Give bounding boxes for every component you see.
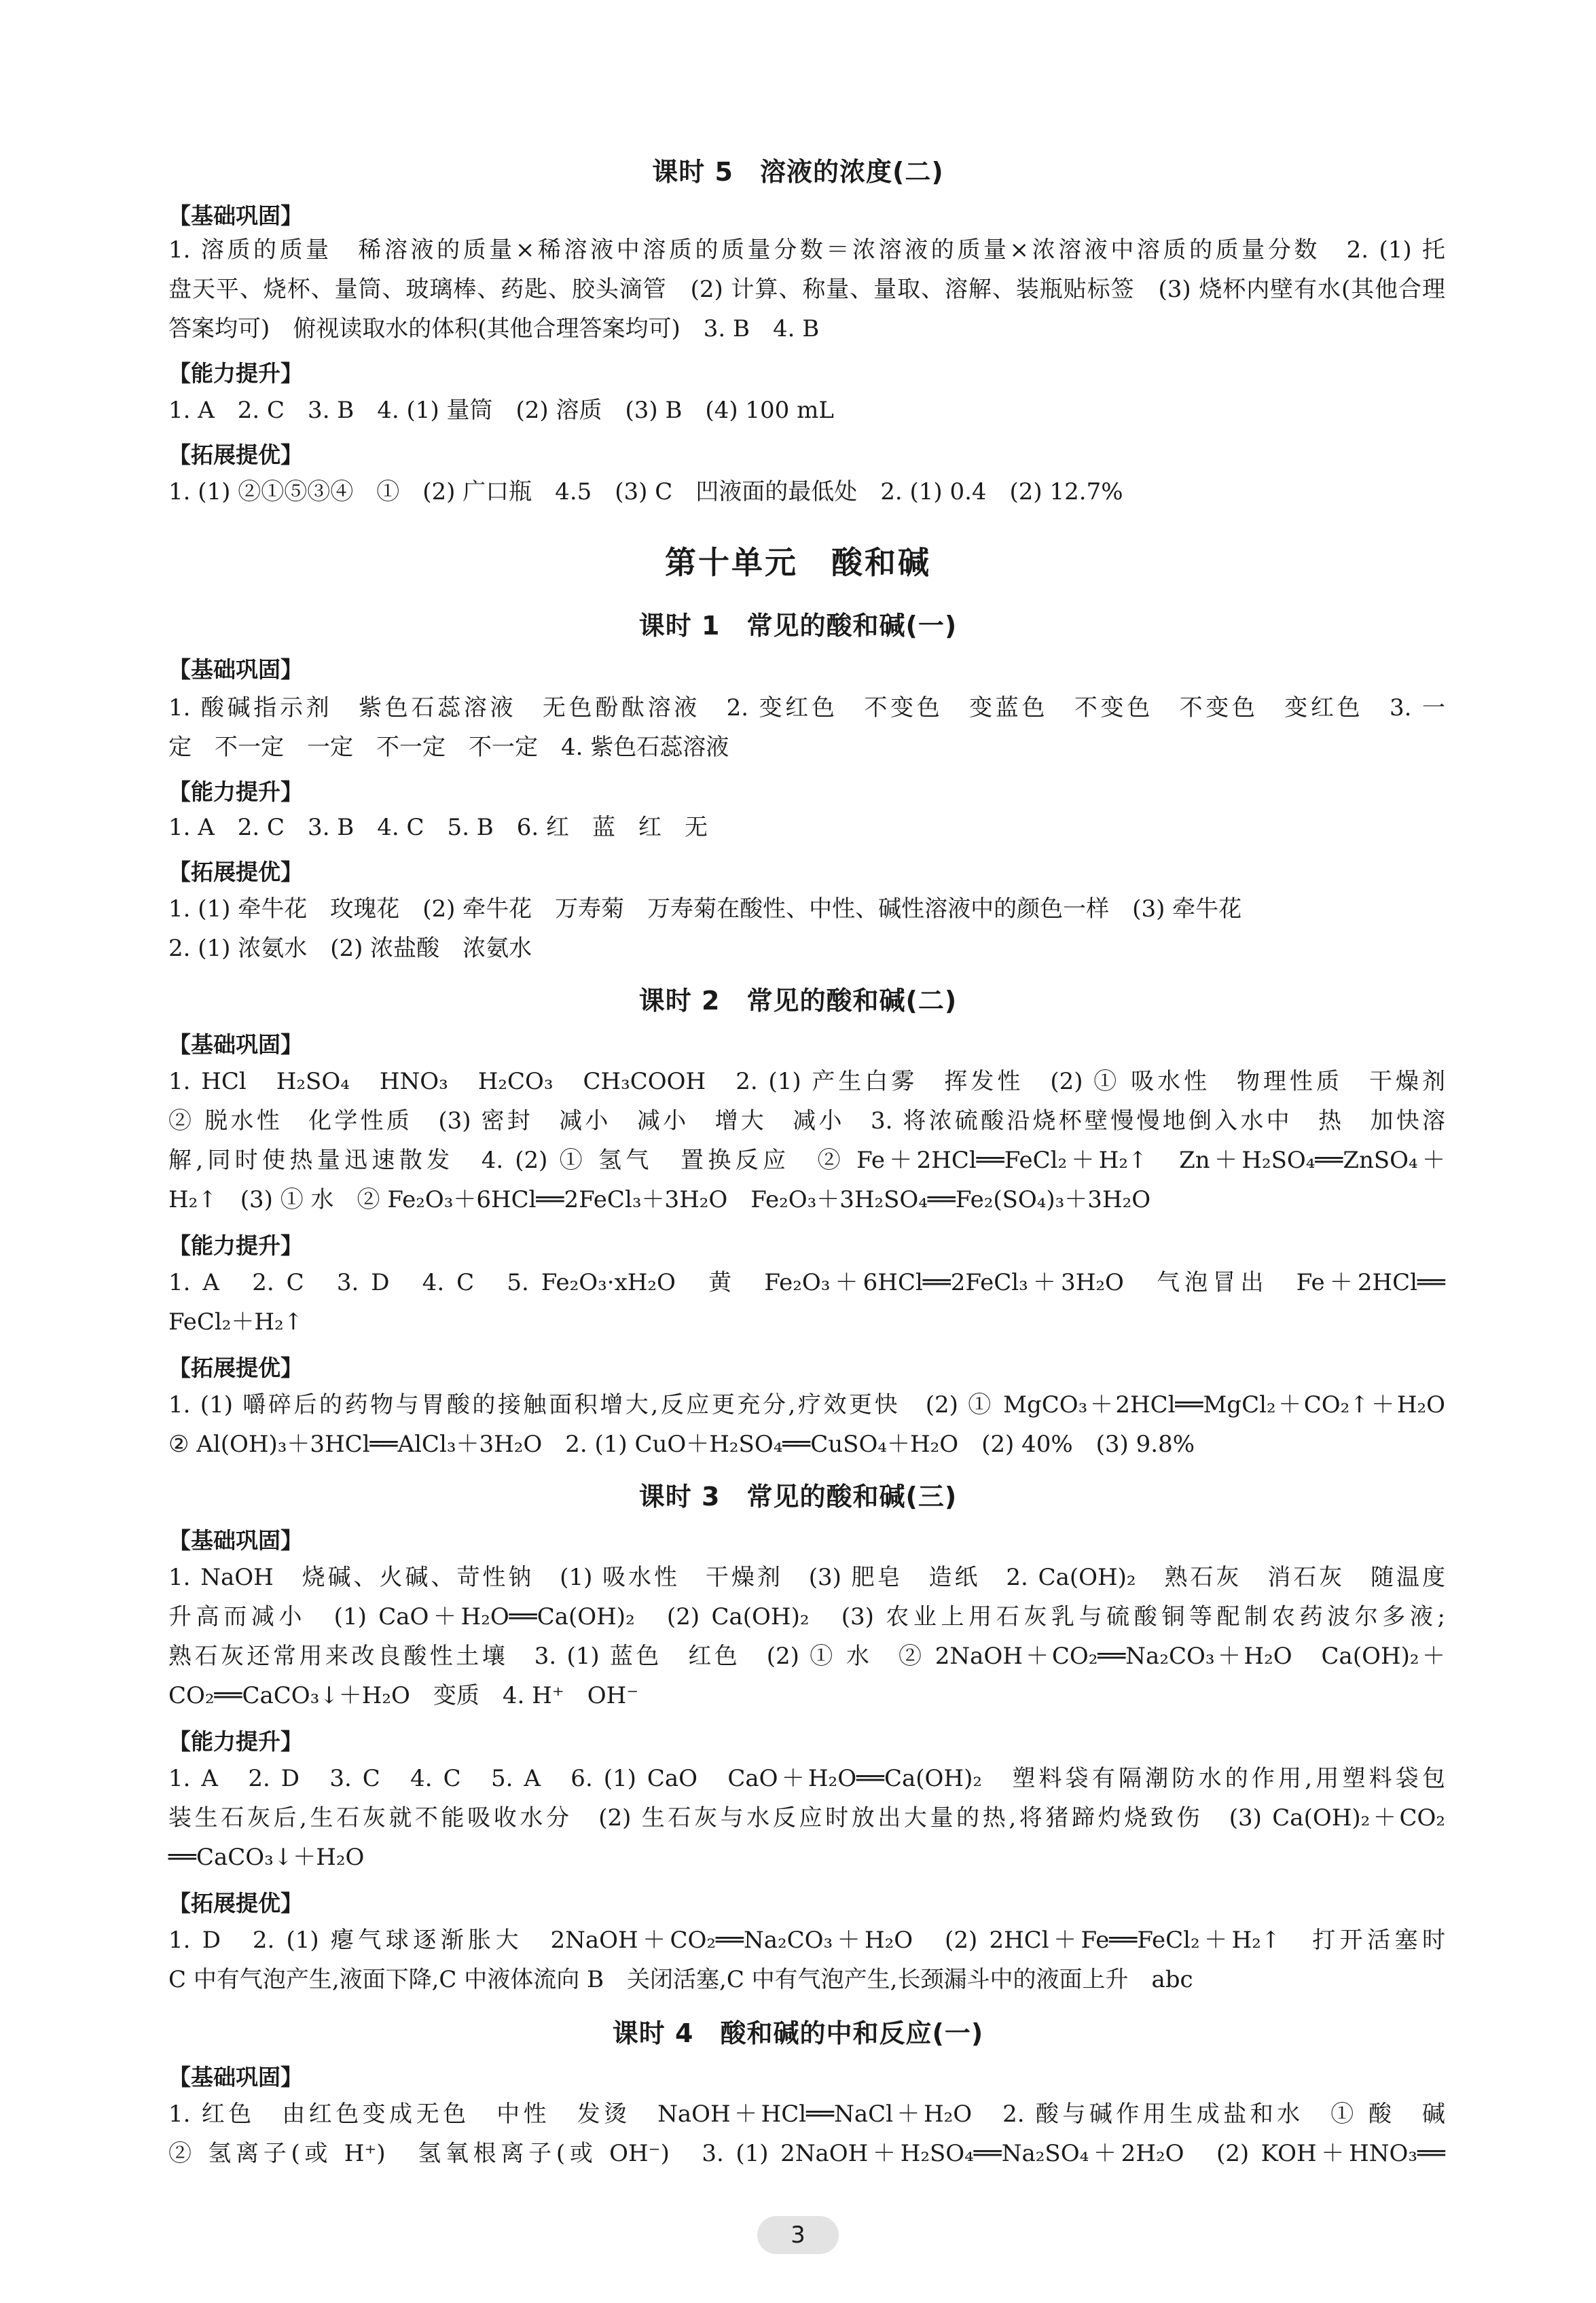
answer-line: 1. A 2. C 3. D 4. C 5. Fe₂O₃·xH₂O 黄 Fe₂O₃＋6HCl══2FeCl₃＋3H₂O 气泡冒出 Fe＋2HCl══ [168, 1269, 1445, 1296]
lesson-title-l4: 课时 4 酸和碱的中和反应(一) [612, 2018, 984, 2048]
answer-line: 熟石灰还常用来改良酸性土壤 3. (1) 蓝色 红色 (2) ① 水 ② 2NaOH＋CO₂══Na₂CO₃＋H₂O Ca(OH)₂＋ [168, 1643, 1445, 1670]
answer-line: 1. (1) ②①⑤③④ ① (2) 广口瓶 4.5 (3) C 凹液面的最低处 2. (1) 0.4 (2) 12.7% [168, 478, 1123, 505]
answer-line: 答案均可) 俯视读取水的体积(其他合理答案均可) 3. B 4. B [168, 315, 820, 342]
answer-line: 1. HCl H₂SO₄ HNO₃ H₂CO₃ CH₃COOH 2. (1) 产生白雾 挥发性 (2) ① 吸水性 物理性质 干燥剂 [168, 1068, 1445, 1095]
answer-line: 定 不一定 一定 不一定 不一定 4. 紫色石蕊溶液 [168, 734, 729, 761]
answer-line: 2. (1) 浓氨水 (2) 浓盐酸 浓氨水 [168, 935, 532, 962]
answer-line: 盘天平、烧杯、量筒、玻璃棒、药匙、胶头滴管 (2) 计算、称量、量取、溶解、装瓶贴标签 (3) 烧杯内壁有水(其他合理 [168, 276, 1445, 303]
page-number: 3 [757, 2216, 839, 2254]
answer-line: 1. NaOH 烧碱、火碱、苛性钠 (1) 吸水性 干燥剂 (3) 肥皂 造纸 2. Ca(OH)₂ 熟石灰 消石灰 随温度 [168, 1564, 1445, 1591]
section-label-ability: 【能力提升】 [168, 779, 303, 805]
section-label-expand: 【拓展提优】 [168, 859, 303, 885]
lesson-title-l3: 课时 3 常见的酸和碱(三) [638, 1482, 958, 1512]
answer-line: ② 脱水性 化学性质 (3) 密封 减小 减小 增大 减小 3. 将浓硫酸沿烧杯壁慢慢地倒入水中 热 加快溶 [168, 1107, 1445, 1135]
answer-line: 1. A 2. C 3. B 4. (1) 量筒 (2) 溶质 (3) B (4) 100 mL [168, 397, 834, 424]
answer-line: 装生石灰后,生石灰就不能吸收水分 (2) 生石灰与水反应时放出大量的热,将猪蹄灼烧致伤 (3) Ca(OH)₂＋CO₂ [168, 1804, 1445, 1832]
section-label-expand: 【拓展提优】 [168, 1890, 303, 1916]
answer-line: 1. A 2. C 3. B 4. C 5. B 6. 红 蓝 红 无 [168, 814, 708, 841]
answer-line: 1. (1) 嚼碎后的药物与胃酸的接触面积增大,反应更充分,疗效更快 (2) ① MgCO₃＋2HCl══MgCl₂＋CO₂↑＋H₂O [168, 1391, 1445, 1418]
answer-line: ② 氢离子(或 H⁺) 氢氧根离子(或 OH⁻) 3. (1) 2NaOH＋H₂SO₄══Na₂SO₄＋2H₂O (2) KOH＋HNO₃══ [168, 2140, 1445, 2167]
section-label-expand: 【拓展提优】 [168, 1355, 303, 1381]
answer-line: CO₂══CaCO₃↓＋H₂O 变质 4. H⁺ OH⁻ [168, 1682, 639, 1709]
section-label-base: 【基础巩固】 [168, 2064, 303, 2090]
answer-line: 解,同时使热量迅速散发 4. (2) ① 氢气 置换反应 ② Fe＋2HCl══FeCl₂＋H₂↑ Zn＋H₂SO₄══ZnSO₄＋ [168, 1147, 1446, 1174]
section-label-base: 【基础巩固】 [168, 202, 303, 229]
answer-line: 1. (1) 牵牛花 玫瑰花 (2) 牵牛花 万寿菊 万寿菊在酸性、中性、碱性溶液中的颜色一样 (3) 牵牛花 [168, 895, 1242, 923]
answer-line: FeCl₂＋H₂↑ [168, 1308, 304, 1336]
answer-line: 1. 酸碱指示剂 紫色石蕊溶液 无色酚酞溶液 2. 变红色 不变色 变蓝色 不变色 不变色 变红色 3. 一 [168, 694, 1445, 721]
answer-line: 升高而减小 (1) CaO＋H₂O══Ca(OH)₂ (2) Ca(OH)₂ (3) 农业上用石灰乳与硫酸铜等配制农药波尔多液; [168, 1603, 1445, 1630]
answer-line: 1. A 2. D 3. C 4. C 5. A 6. (1) CaO CaO＋H₂O══Ca(OH)₂ 塑料袋有隔潮防水的作用,用塑料袋包 [168, 1765, 1445, 1792]
answer-line: C 中有气泡产生,液面下降,C 中液体流向 B 关闭活塞,C 中有气泡产生,长颈漏斗中的液面上升 abc [168, 1966, 1193, 1993]
unit-title: 第十单元 酸和碱 [665, 544, 931, 581]
section-label-expand: 【拓展提优】 [168, 442, 303, 468]
lesson-title-l2: 课时 2 常见的酸和碱(二) [638, 986, 958, 1016]
section-label-base: 【基础巩固】 [168, 1527, 303, 1554]
section-label-ability: 【能力提升】 [168, 1232, 303, 1259]
answer-line: H₂↑ (3) ① 水 ② Fe₂O₃＋6HCl══2FeCl₃＋3H₂O Fe₂O₃＋3H₂SO₄══Fe₂(SO₄)₃＋3H₂O [168, 1186, 1151, 1213]
section-label-base: 【基础巩固】 [168, 1031, 303, 1058]
answer-line: 1. 红色 由红色变成无色 中性 发烫 NaOH＋HCl══NaCl＋H₂O 2. 酸与碱作用生成盐和水 ① 酸 碱 [168, 2101, 1445, 2128]
section-label-ability: 【能力提升】 [168, 360, 303, 387]
section-label-ability: 【能力提升】 [168, 1728, 303, 1755]
answer-line: ══CaCO₃↓＋H₂O [168, 1844, 365, 1871]
section-label-base: 【基础巩固】 [168, 656, 303, 683]
lesson-title-s5: 课时 5 溶液的浓度(二) [652, 157, 944, 187]
answer-line: 1. D 2. (1) 瘪气球逐渐胀大 2NaOH＋CO₂══Na₂CO₃＋H₂O (2) 2HCl＋Fe══FeCl₂＋H₂↑ 打开活塞时 [168, 1927, 1445, 1954]
lesson-title-l1: 课时 1 常见的酸和碱(一) [638, 611, 958, 641]
answer-line: ② Al(OH)₃＋3HCl══AlCl₃＋3H₂O 2. (1) CuO＋H₂SO₄══CuSO₄＋H₂O (2) 40% (3) 9.8% [168, 1431, 1195, 1458]
answer-line: 1. 溶质的质量 稀溶液的质量×稀溶液中溶质的质量分数＝浓溶液的质量×浓溶液中溶质的质量分数 2. (1) 托 [168, 236, 1445, 264]
